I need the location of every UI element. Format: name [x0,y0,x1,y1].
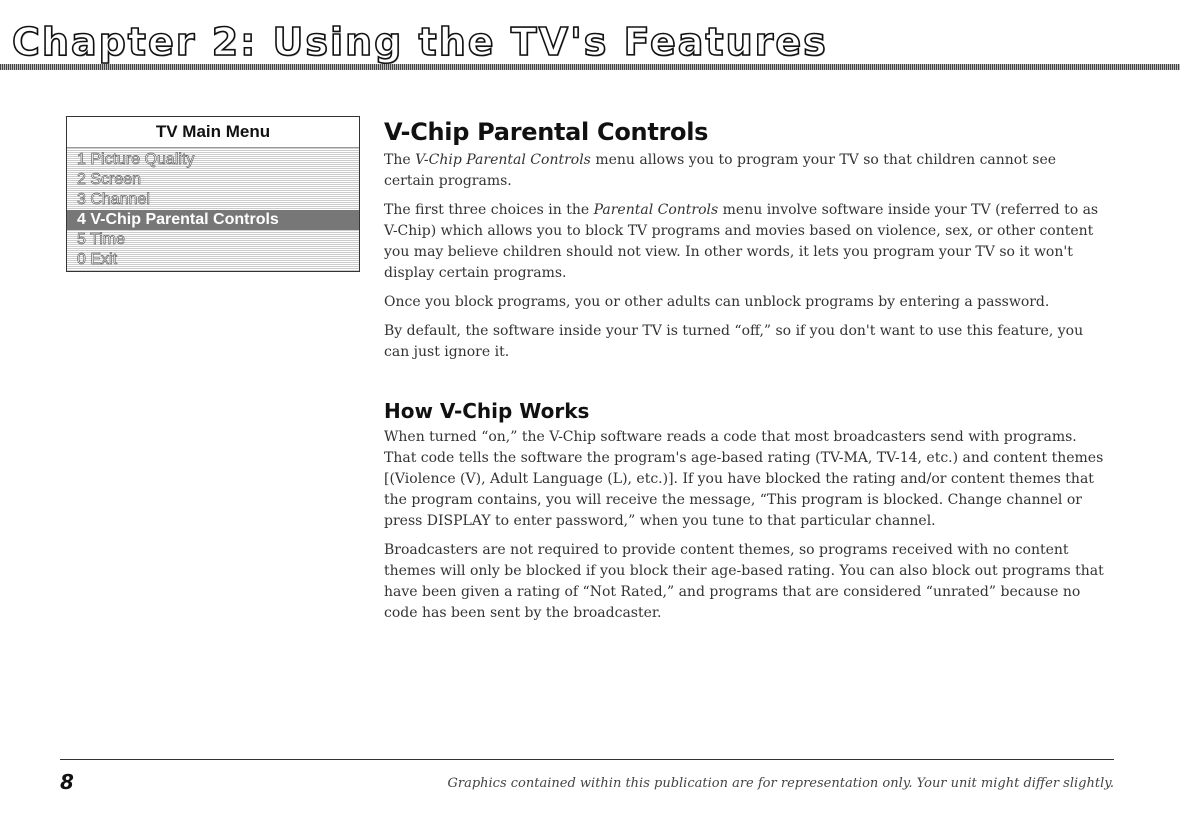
tv-main-menu [66,116,360,272]
paragraph-text: The first three choices in the [384,202,594,218]
tv-menu-item-exit: 0 Exit [77,251,118,268]
menu-name-emphasis: V-Chip Parental Controls [415,152,591,168]
main-content [384,116,1104,632]
paragraph: Broadcasters are not required to provide content themes, so programs received with no content themes will only be blocked if you block their age-based rating. You can also block out programs that have been given a rating of “Not Rated,” and programs that are considered “unrated” because no code has been sent by the broadcaster. [384,542,1104,621]
section-title-vchip-parental-controls: V-Chip Parental Controls [384,118,709,146]
paragraph: By default, the software inside your TV is turned “off,” so if you don't want to use this feature, you can just ignore it. [384,323,1084,360]
page-number: 8 [60,770,74,794]
chapter-rule [0,64,1180,70]
tv-menu-item-time: 5 Time [77,231,126,248]
footer-note: Graphics contained within this publication are for representation only. Your unit might differ slightly. [447,776,1114,791]
tv-menu-item-vchip-parental-controls: 4 V-Chip Parental Controls [67,210,359,230]
tv-menu-items [67,148,359,270]
paragraph-text: menu involve software inside your TV (referred to as V-Chip) which allows you to block TV programs and movies based on violence, sex, or other content you may believe children should not view. In other words, it lets you program your TV so it won't display certain programs. [384,202,1099,281]
section-title-how-vchip-works: How V-Chip Works [384,399,590,423]
paragraph [384,150,1104,192]
paragraph [384,200,1104,284]
tv-menu-title: TV Main Menu [67,117,359,148]
tv-menu-item-channel: 3 Channel [77,191,150,208]
paragraph-text: menu allows you to program your TV so that children cannot see certain programs. [384,152,1057,189]
menu-name-emphasis: Parental Controls [593,202,719,218]
paragraph-text: The [384,152,416,168]
section-how-vchip-works [384,397,1104,624]
paragraph: When turned “on,” the V-Chip software reads a code that most broadcasters send with programs. That code tells the software the program's age-based rating (TV-MA, TV-14, etc.) and content themes [(Violence (V), Adult Language (L), etc.)]. If you have blocked the rating and/or content themes that the program contains, you will receive the message, “This program is blocked. Change channel or press DISPLAY to enter password,” when you tune to that particular channel. [384,429,1104,529]
footer-rule [60,759,1114,760]
tv-menu-item-screen: 2 Screen [77,171,142,188]
chapter-title: Chapter 2: Using the TV's Features [12,20,828,64]
tv-menu-item-picture-quality: 1 Picture Quality [77,151,195,168]
paragraph: Once you block programs, you or other adults can unblock programs by entering a password. [384,294,1050,310]
